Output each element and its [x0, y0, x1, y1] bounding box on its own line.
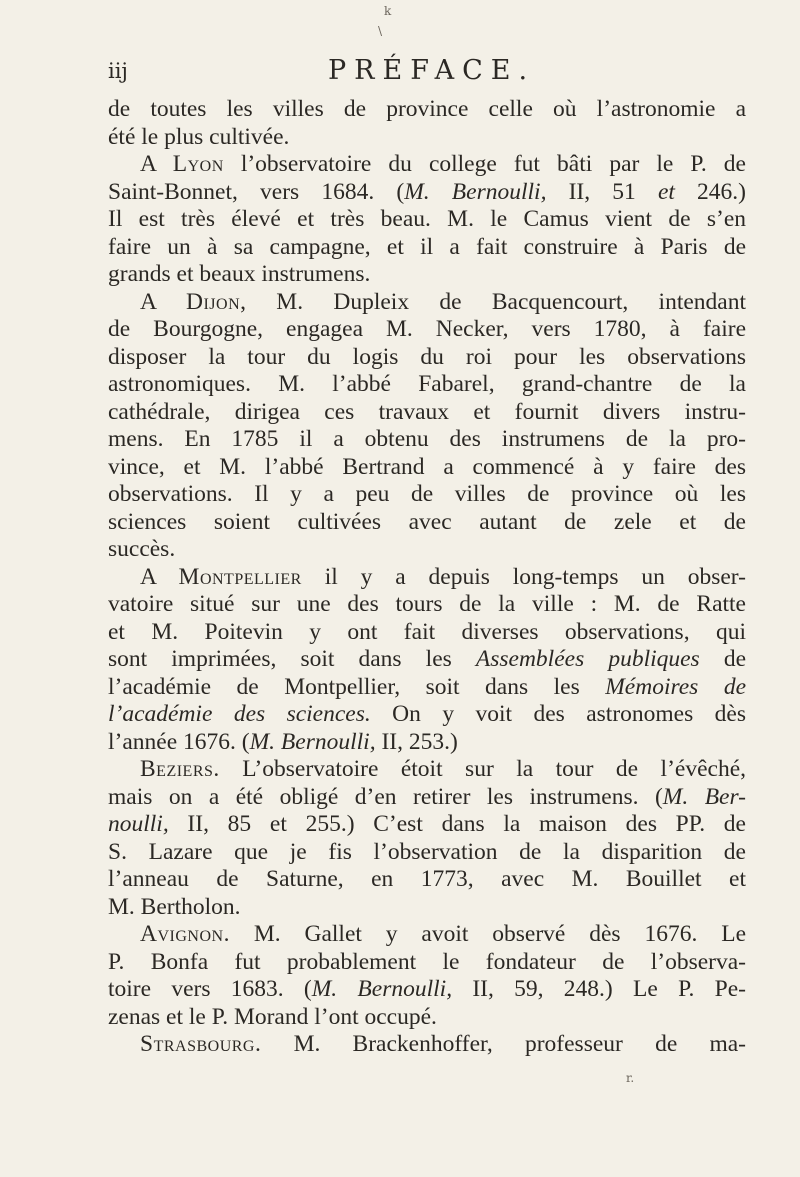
text-line: vatoire situé sur une des tours de la ville : M. de Ratte [108, 591, 746, 617]
text-line: zenas et le P. Morand l’ont occupé. [108, 1003, 437, 1030]
city-name: Strasbourg. [140, 1031, 262, 1057]
city-name: Montpellier [178, 563, 302, 590]
paragraph-strasbourg: Strasbourg. M. Brackenhoffer, professeur de ma- [140, 1031, 746, 1057]
text-line: M. Bertholon. [108, 893, 241, 920]
text-line: faire un à sa campagne, et il a fait construire à Paris de [108, 233, 746, 260]
text-line: sont imprimées, soit dans les Assemblées publiques de [108, 646, 746, 672]
citation: M. Bernoulli, [404, 178, 547, 205]
text-line: de toutes les villes de province celle où l’astronomie a [108, 96, 746, 122]
text-line: sciences soient cultivées avec autant de zele et de [108, 508, 746, 535]
paragraph-beziers: Beziers. L’observatoire étoit sur la tour de l’évêché, [140, 756, 746, 782]
citation: Assemblées publiques [475, 646, 700, 672]
text-line: Saint-Bonnet, vers 1684. (M. Bernoulli, II, 51 et 246.) [108, 178, 747, 205]
text-line: l’académie de Montpellier, soit dans les Mémoires de [108, 673, 746, 700]
text-line: l’anneau de Saturne, en 1773, avec M. Bouillet et [108, 866, 746, 892]
paragraph-dijon: A Dijon, M. Dupleix de Bacquencourt, intendant [140, 288, 746, 315]
text-line: l’année 1676. (M. Bernoulli, II, 253.) [108, 728, 458, 755]
citation: l’académie des sciences. [108, 701, 371, 727]
running-title: PRÉFACE. [328, 55, 536, 86]
page-body [108, 96, 746, 1059]
text-line: S. Lazare que je fis l’observation de la disparition de [108, 838, 746, 865]
text-line: vince, et M. l’abbé Bertrand a commencé à y faire des [108, 453, 746, 480]
margin-mark-bottom: r. [626, 1071, 635, 1085]
city-name: Dijon [185, 288, 241, 315]
margin-mark-top: k [384, 4, 392, 18]
text-line: été le plus cultivée. [108, 123, 290, 150]
text-line: observations. Il y a peu de villes de province où les [108, 481, 746, 507]
citation: Mémoires de [605, 673, 746, 700]
citation: M. Bernoulli, [249, 728, 376, 755]
city-name: Lyon [172, 151, 224, 177]
text-line: l’académie des sciences. On y voit des astronomes dès [108, 701, 747, 727]
text-line: grands et beaux instrumens. [108, 261, 371, 287]
text-line: Il est très élevé et très beau. M. le Camus vient de s’en [108, 206, 746, 232]
text-line: cathédrale, dirigea ces travaux et fournit divers instru- [108, 398, 746, 425]
city-name: Beziers. [140, 756, 220, 782]
text-line: astronomiques. M. l’abbé Fabarel, grand-chantre de la [108, 371, 746, 397]
paragraph-avignon: Avignon. M. Gallet y avoit observé dès 1676. Le [140, 921, 746, 947]
text-line: mais on a été obligé d’en retirer les instrumens. (M. Ber- [108, 783, 746, 810]
citation: noulli, [108, 811, 169, 837]
text-line: de Bourgogne, engagea M. Necker, vers 1780, à faire [108, 316, 746, 342]
text-line: disposer la tour du logis du roi pour les observations [108, 343, 746, 370]
text-line: succès. [108, 536, 176, 562]
text-line: mens. En 1785 il a obtenu des instrumens de la pro- [108, 426, 746, 452]
city-name: Avignon. [140, 921, 230, 947]
margin-tick-top: \ [378, 24, 383, 38]
paragraph-montpellier: A Montpellier il y a depuis long-temps un obser- [140, 563, 746, 590]
page-number: iij [108, 59, 128, 83]
text-line: noulli, II, 85 et 255.) C’est dans la maison des PP. de [108, 811, 746, 837]
page-header [108, 55, 748, 89]
paragraph-lyon: A Lyon l’observatoire du college fut bâti par le P. de [140, 151, 746, 177]
text-line: et M. Poitevin y ont fait diverses observations, qui [108, 618, 746, 645]
citation: M. Bernoulli, [311, 976, 453, 1002]
text-line: toire vers 1683. (M. Bernoulli, II, 59, 248.) Le P. Pe- [108, 976, 746, 1002]
citation: M. Ber- [662, 783, 746, 810]
text-line: P. Bonfa fut probablement le fondateur de l’observa- [108, 948, 746, 975]
